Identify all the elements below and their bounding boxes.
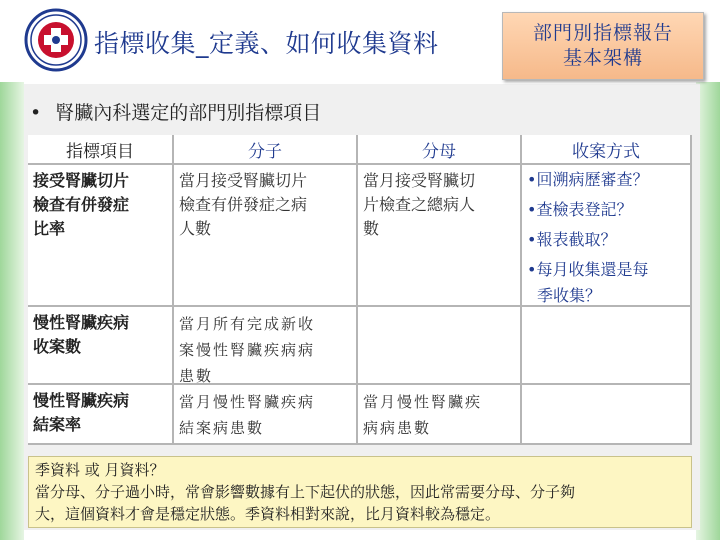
cell-line: 收案數 <box>33 337 82 356</box>
left-green-edge <box>0 82 24 540</box>
cell-line: 慢性腎臟疾病 <box>33 391 130 410</box>
note-line: 大，這個資料才會是穩定狀態。季資料相對來說，比月資料較為穩定。 <box>35 505 501 523</box>
cell-line: 當月接受腎臟切片 <box>179 171 308 190</box>
cell-line: 當月慢性腎臟疾 <box>363 393 483 411</box>
cell-line: 接受腎臟切片 <box>33 171 130 190</box>
cell-line: 案慢性腎臟疾病病 <box>179 341 316 359</box>
cell-line: 結案病患數 <box>179 419 265 437</box>
row2-methods <box>522 307 690 383</box>
section-heading: 腎臟內科選定的部門別指標項目 <box>55 102 322 124</box>
cell-line: 當月所有完成新收 <box>179 315 316 333</box>
header-item: 指標項目 <box>28 135 172 163</box>
cell-line: 檢查有併發症 <box>33 195 130 214</box>
row3-numerator <box>174 385 356 443</box>
header-denominator: 分母 <box>358 135 520 163</box>
row2-item <box>28 307 172 383</box>
cell-line: 當月接受腎臟切 <box>363 171 476 190</box>
cell-line: 當月慢性腎臟疾病 <box>179 393 316 411</box>
hospital-seal-icon <box>24 8 88 72</box>
section-bullet <box>30 98 321 125</box>
note-line: 季資料 或 月資料？ <box>35 461 165 479</box>
cell-line: 人數 <box>179 219 212 238</box>
cell-line: 結案率 <box>33 415 82 434</box>
row2-denominator <box>358 307 520 383</box>
row2-numerator <box>174 307 356 383</box>
note-line: 當分母、分子過小時，常會影響數據有上下起伏的狀態，因此常需要分母、分子夠 <box>35 483 576 501</box>
row1-numerator <box>174 165 356 305</box>
callout-line: 部門別指標報告 <box>532 22 673 44</box>
cell-line: 檢查有併發症之病 <box>179 195 308 214</box>
row1-item <box>28 165 172 305</box>
row3-methods <box>522 385 690 443</box>
cell-line: 病病患數 <box>363 419 432 437</box>
framework-callout <box>502 12 704 80</box>
slide-title: 指標收集_定義、如何收集資料 <box>94 29 439 58</box>
cell-line: 片檢查之總病人 <box>363 195 476 214</box>
cell-line: 患數 <box>179 367 214 383</box>
header-numerator: 分子 <box>174 135 356 163</box>
row1-denominator <box>358 165 520 305</box>
cell-line: 數 <box>363 219 380 238</box>
row3-item <box>28 385 172 443</box>
method-item: •報表截取？ <box>527 230 617 249</box>
header-method: 收案方式 <box>522 135 690 163</box>
method-item: •查檢表登記？ <box>527 200 633 219</box>
row1-methods <box>522 165 690 305</box>
cell-line: 慢性腎臟疾病 <box>33 313 130 332</box>
cell-line: 比率 <box>33 219 66 238</box>
row3-denominator <box>358 385 520 443</box>
indicator-table <box>28 135 692 445</box>
method-item: 季收集？ <box>537 286 602 305</box>
method-item: •每月收集還是每 <box>527 260 649 279</box>
method-item: •回溯病歷審查？ <box>527 170 649 189</box>
callout-line: 基本架構 <box>562 47 643 69</box>
note-box <box>28 456 692 528</box>
bullet-dot-icon: • <box>30 102 42 124</box>
